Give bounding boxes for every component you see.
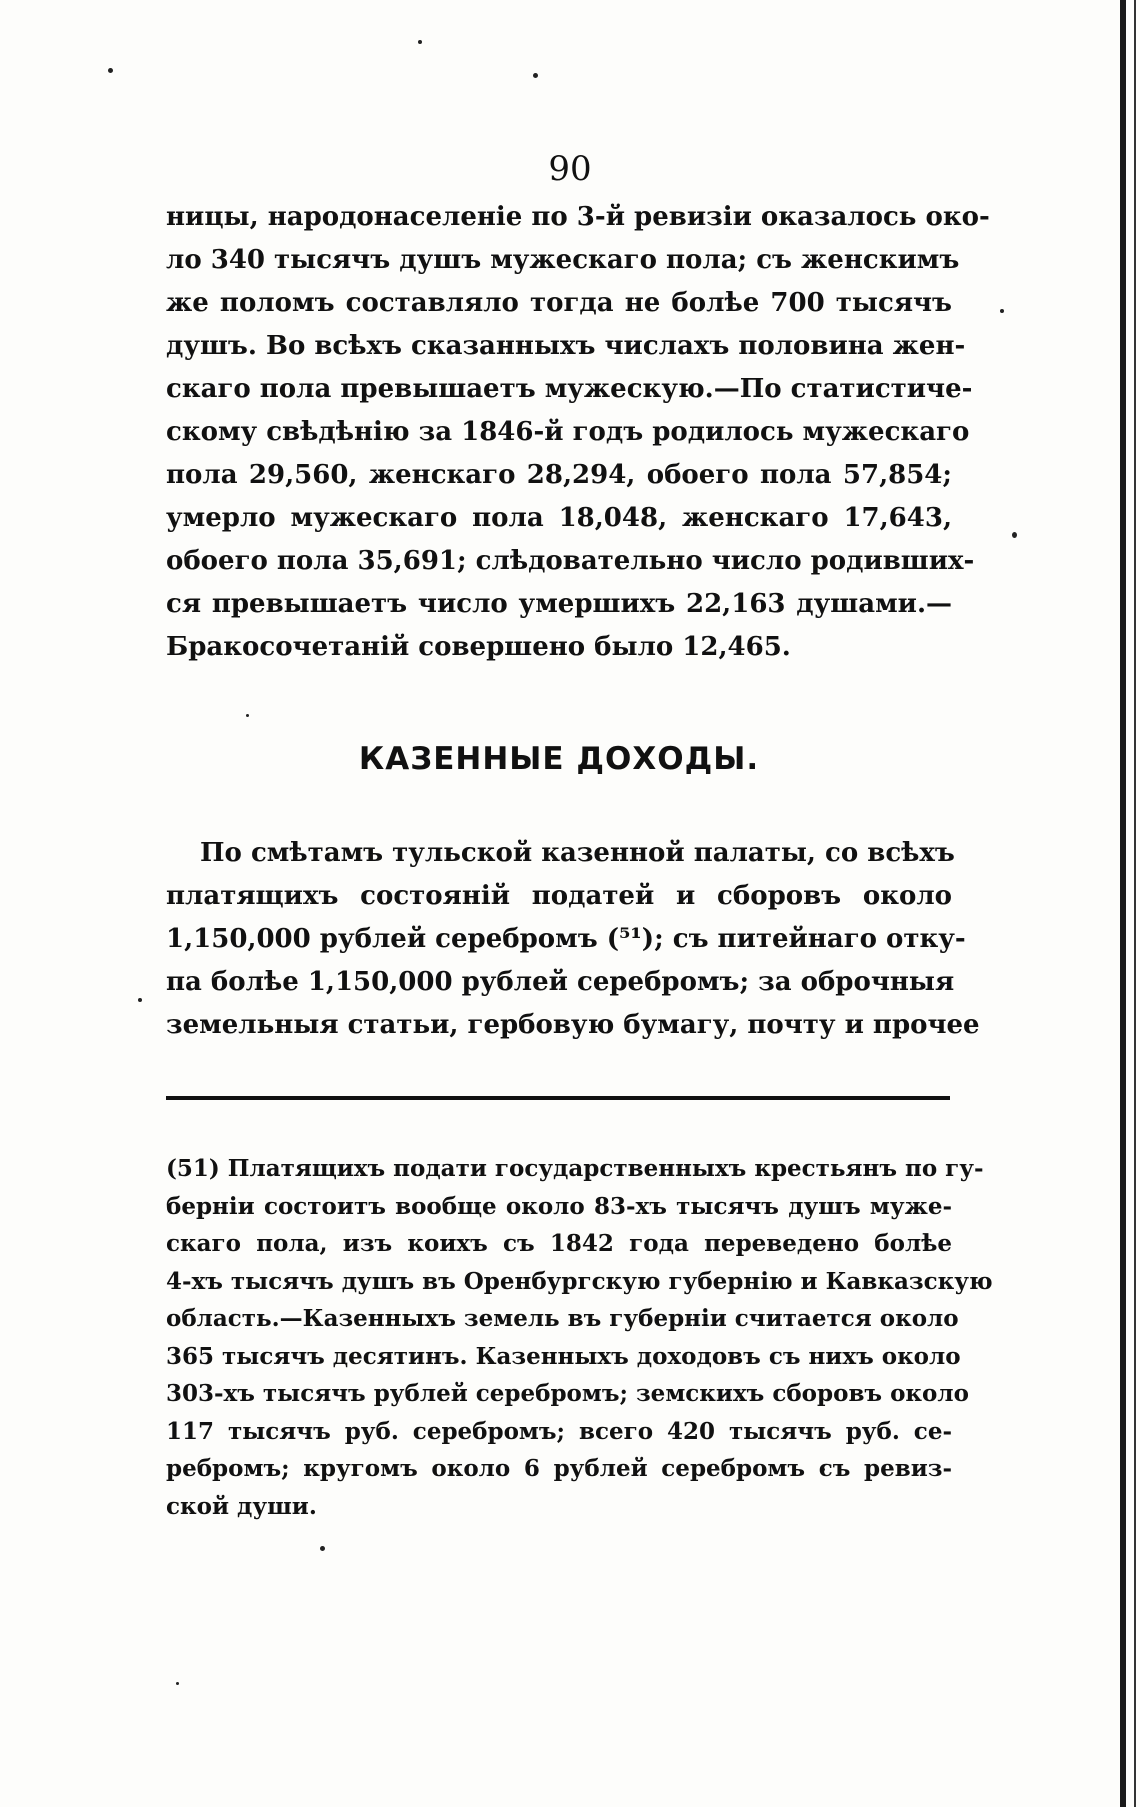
scan-speck: [418, 40, 422, 44]
text-line: душъ. Во всѣхъ сказанныхъ числахъ половина жен-: [166, 331, 966, 361]
paragraph-population: [166, 196, 990, 669]
page-number: 90: [548, 149, 592, 189]
text-line: пола 29,560, женскаго 28,294, обоего пола 57,854;: [166, 460, 952, 490]
scan-speck: [1012, 532, 1017, 538]
footnote-line: область.—Казенныхъ земель въ губерніи считается около: [166, 1305, 959, 1332]
text-line: ницы, народонаселеніе по 3-й ревизіи оказалось око-: [166, 202, 990, 232]
footnote-line: 4-хъ тысячъ душъ въ Оренбургскую губернію и Кавказскую: [166, 1267, 993, 1295]
scan-speck: [176, 1682, 179, 1685]
footnote-line: скаго пола, изъ коихъ съ 1842 года переведено болѣе: [166, 1230, 952, 1257]
footnote-line: 365 тысячъ десятинъ. Казенныхъ доходовъ съ нихъ около: [166, 1342, 961, 1370]
footnote-line: 303-хъ тысячъ рублей серебромъ; земскихъ сборовъ около: [166, 1380, 969, 1407]
paragraph-revenues: [166, 832, 980, 1047]
text-line: же поломъ составляло тогда не болѣе 700 тысячъ: [166, 288, 952, 318]
text-line: па болѣе 1,150,000 рублей серебромъ; за оброчныя: [166, 967, 955, 997]
scan-speck: [1000, 309, 1004, 313]
text-line: По смѣтамъ тульской казенной палаты, со всѣхъ: [200, 838, 955, 868]
page-edge-shadow: [1120, 0, 1126, 1807]
text-line: ся превышаетъ число умершихъ 22,163 душами.—: [166, 589, 952, 619]
footnote-line: берніи состоитъ вообще около 83-хъ тысячъ душъ муже-: [166, 1192, 952, 1220]
footnote-line: 117 тысячъ руб. серебромъ; всего 420 тысячъ руб. се-: [166, 1417, 952, 1445]
page-edge-line: [1134, 0, 1136, 1807]
text-line: земельныя статьи, гербовую бумагу, почту и прочее: [166, 1010, 980, 1040]
footnote-divider: [166, 1096, 950, 1100]
scan-speck: [138, 998, 142, 1002]
footnote-51: [166, 1150, 993, 1525]
section-heading: КАЗЕННЫЕ ДОХОДЫ.: [358, 741, 760, 777]
text-line: скому свѣдѣнію за 1846-й годъ родилось мужескаго: [166, 417, 970, 447]
scan-speck: [320, 1546, 325, 1551]
footnote-line: (51) Платящихъ подати государственныхъ крестьянъ по гу-: [166, 1155, 984, 1182]
scan-speck: [533, 73, 538, 78]
text-line: скаго пола превышаетъ мужескую.—По статистиче-: [166, 374, 973, 404]
text-line: ло 340 тысячъ душъ мужескаго пола; съ женскимъ: [166, 245, 960, 275]
footnote-line: ребромъ; кругомъ около 6 рублей серебромъ съ ревиз-: [166, 1455, 952, 1482]
text-line: Бракосочетаній совершено было 12,465.: [166, 632, 791, 662]
text-line: платящихъ состояній податей и сборовъ около: [166, 881, 952, 911]
scan-speck: [246, 714, 249, 717]
scan-speck: [108, 68, 113, 73]
text-line: обоего пола 35,691; слѣдовательно число родивших-: [166, 546, 975, 576]
text-line: 1,150,000 рублей серебромъ (⁵¹); съ питейнаго отку-: [166, 924, 966, 954]
footnote-line: ской души.: [166, 1492, 317, 1520]
text-line: умерло мужескаго пола 18,048, женскаго 17,643,: [166, 503, 952, 533]
